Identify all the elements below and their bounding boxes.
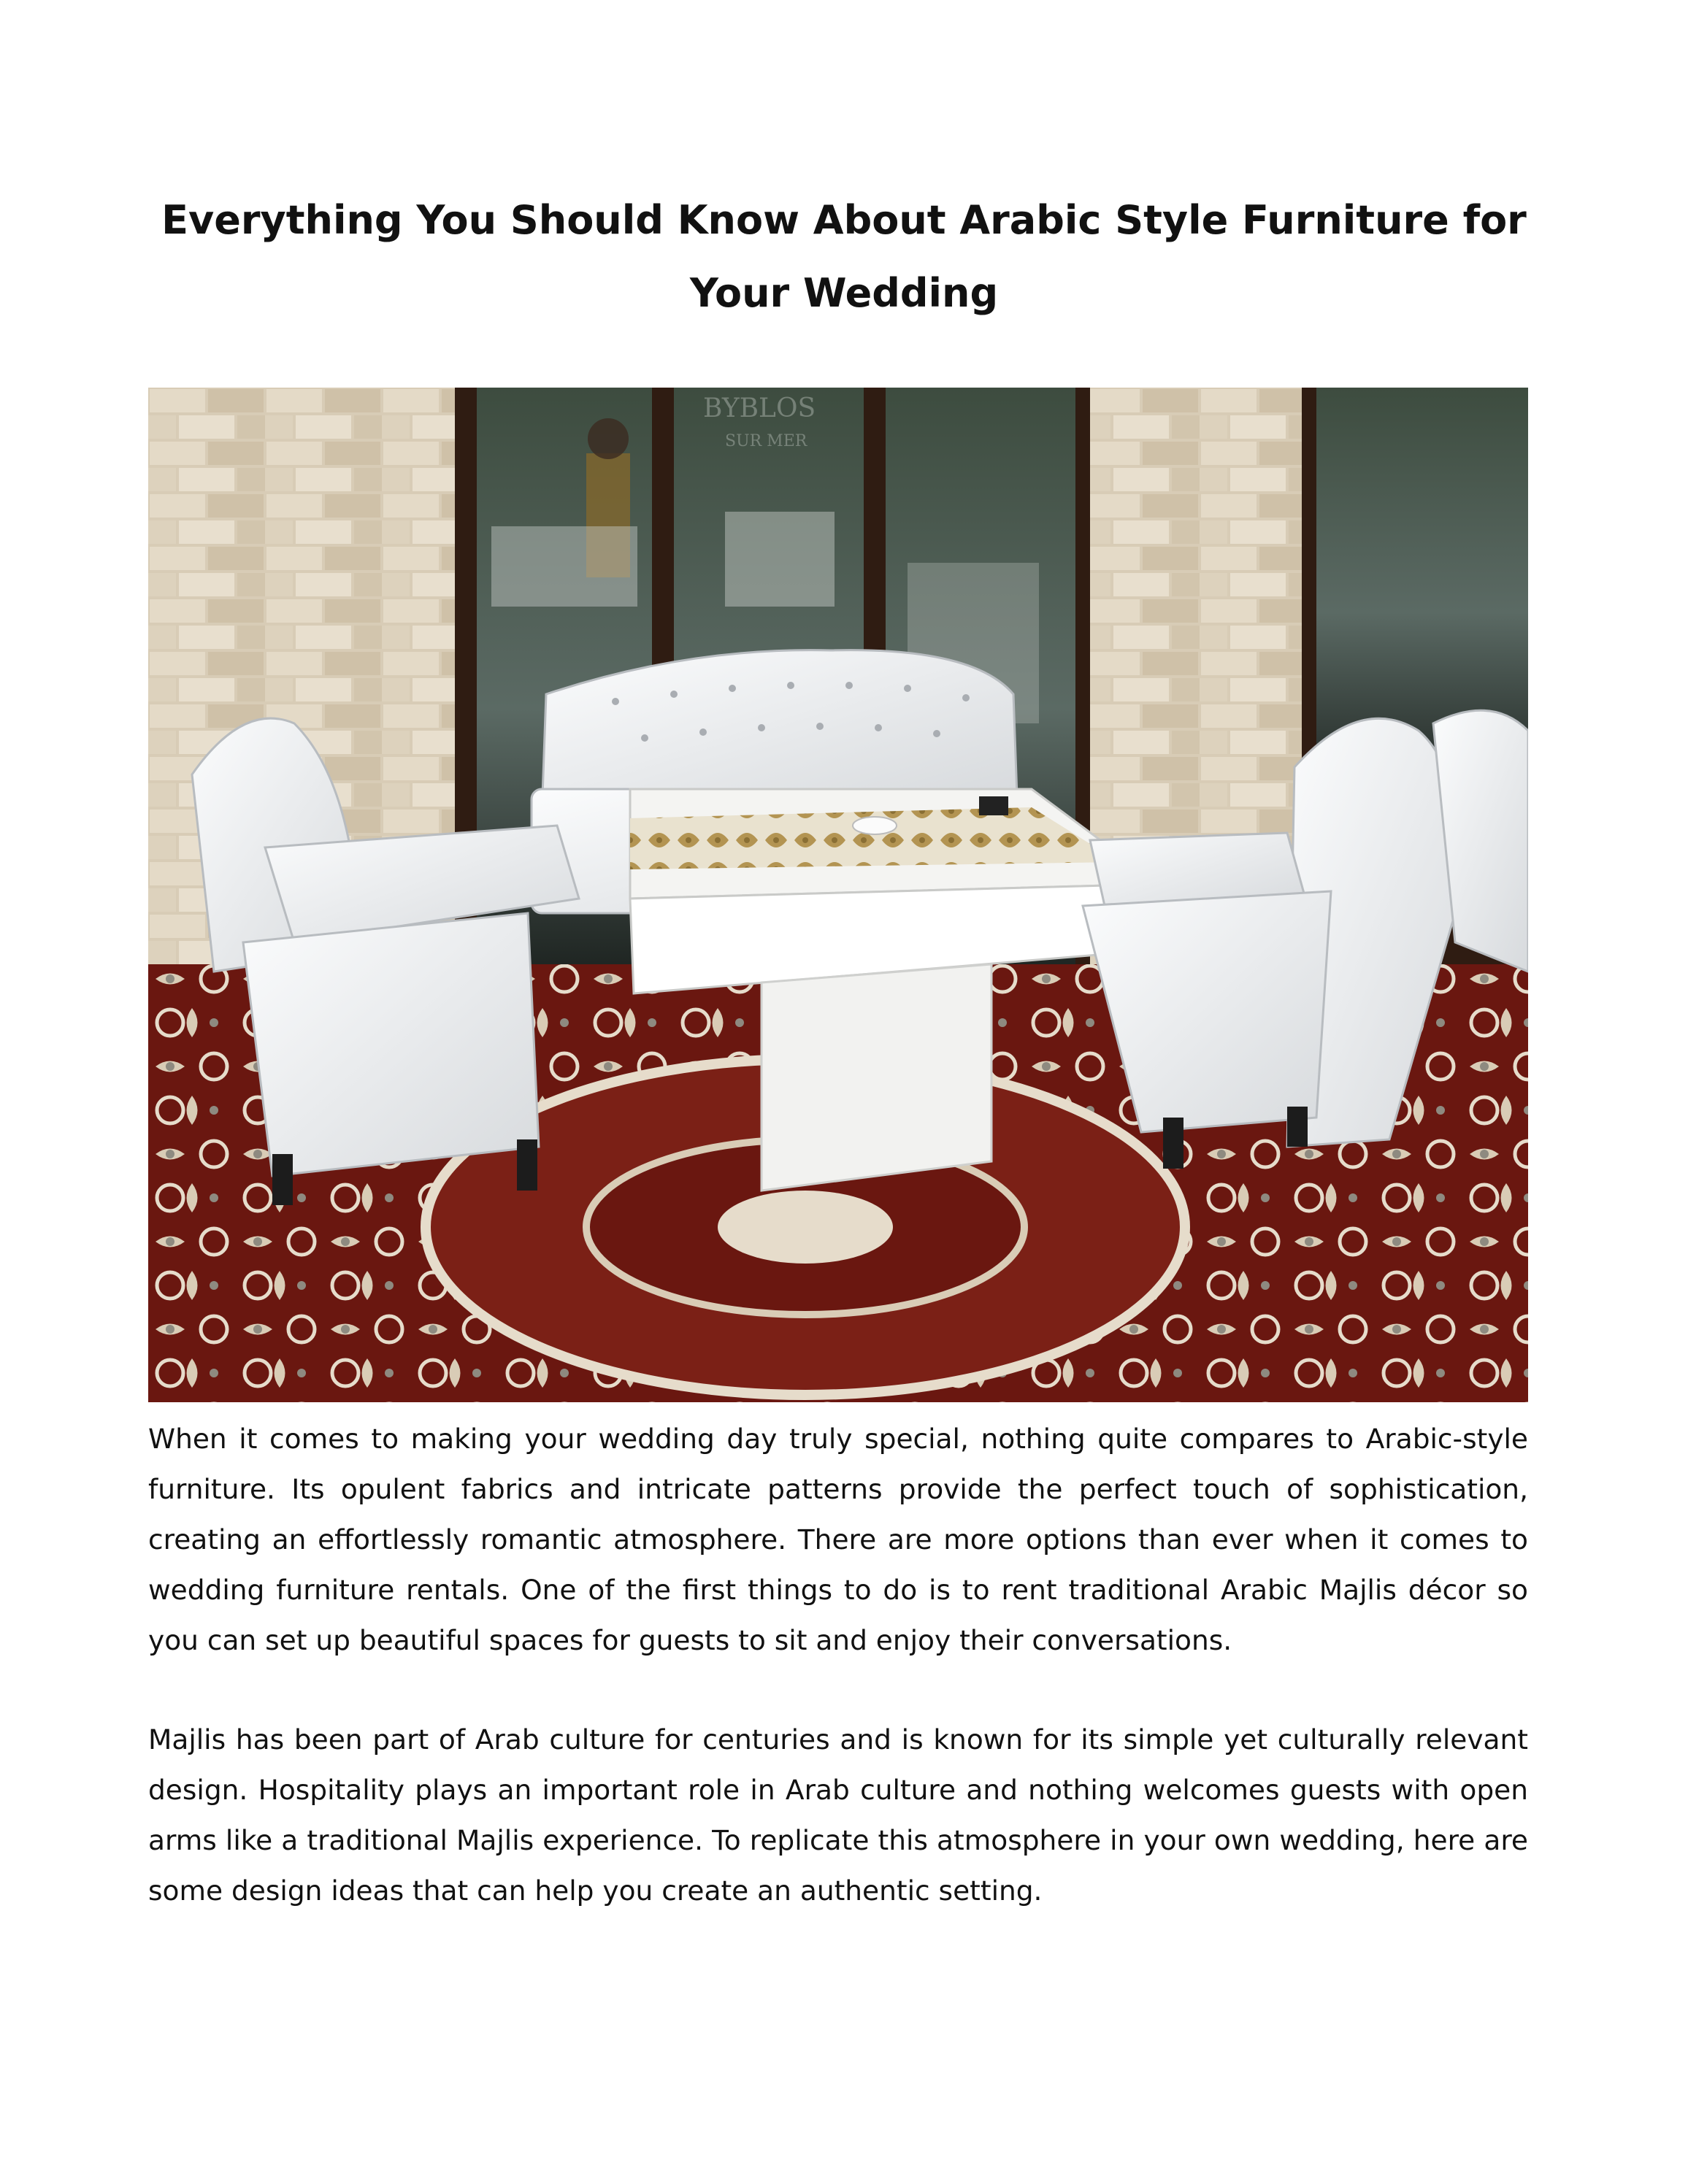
wedding-furniture-photo — [148, 388, 1528, 1402]
page-title: Everything You Should Know About Arabic Style Furniture for Your Wedding — [161, 197, 1527, 316]
svg-text:SUR MER: SUR MER — [725, 432, 807, 450]
intro-paragraph: When it comes to making your wedding day truly special, nothing quite compares to Arabic-style furniture. Its opulent fabrics and intricate patterns provide the perfect touch of sophistication, creating an effortlessly romantic atmosphere. There are more options than ever when it comes to wedding furniture rentals. One of the first things to do is to rent traditional Arabic Majlis décor so you can set up beautiful spaces for guests to sit and enjoy their conversations. — [148, 1423, 1528, 1656]
svg-text:BYBLOS: BYBLOS — [703, 393, 816, 423]
majlis-paragraph: Majlis has been part of Arab culture for centuries and is known for its simple yet culturally relevant design. Hospitality plays an important role in Arab culture and nothing welcomes guests with open arms like a traditional Majlis experience. To replicate this atmosphere in your own wedding, here are some design ideas that can help you create an authentic setting. — [148, 1723, 1528, 1907]
